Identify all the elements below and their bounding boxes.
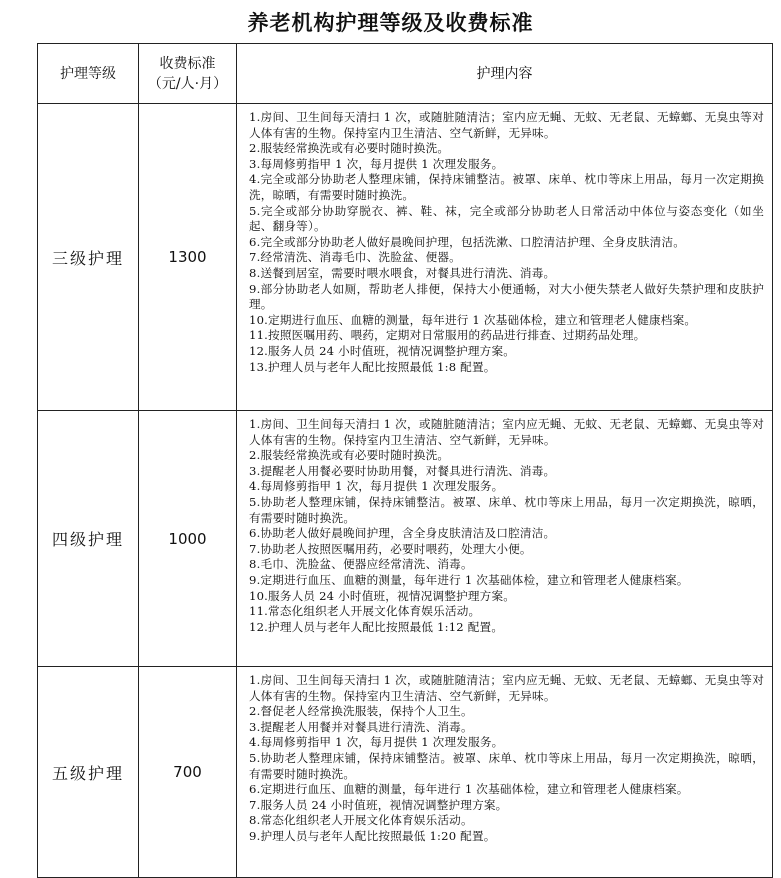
care-item: 12.护理人员与老年人配比按照最低 1:12 配置。 bbox=[249, 619, 504, 634]
care-item: 3.提醒老人用餐并对餐具进行清洗、消毒。 bbox=[249, 719, 473, 734]
care-item: 9.部分协助老人如厕，帮助老人排便，保持大小便通畅，对大小便失禁老人做好失禁护理和皮肤护理。 bbox=[249, 281, 764, 312]
care-item: 8.毛巾、洗脸盆、便器应经常清洗、消毒。 bbox=[249, 557, 473, 572]
care-item: 4.每周修剪指甲 1 次，每月提供 1 次理发服务。 bbox=[249, 735, 504, 750]
care-item: 9.护理人员与老年人配比按照最低 1:20 配置。 bbox=[249, 828, 496, 843]
care-content-cell bbox=[237, 104, 773, 411]
care-item: 5.完全或部分协助穿脱衣、裤、鞋、袜，完全或部分协助老人日常活动中体位与姿态变化（如坐起、翻身等）。 bbox=[249, 203, 764, 234]
table-row-level-3 bbox=[38, 104, 773, 411]
table-header-row bbox=[38, 44, 773, 104]
care-item: 4.完全或部分协助老人整理床铺，保持床铺整洁。被罩、床单、枕巾等床上用品，每月一次定期换洗，晾晒，有需要时随时换洗。 bbox=[249, 172, 764, 202]
care-item: 10.服务人员 24 小时值班，视情况调整护理方案。 bbox=[249, 588, 516, 603]
header-care-content: 护理内容 bbox=[237, 44, 773, 104]
care-content-cell bbox=[237, 411, 773, 667]
document-title: 养老机构护理等级及收费标准 bbox=[247, 10, 534, 35]
care-content-cell bbox=[237, 667, 773, 878]
table-row-level-5 bbox=[38, 667, 773, 878]
header-fee-line2: （元/人·月） bbox=[147, 75, 228, 92]
care-item: 3.每周修剪指甲 1 次，每月提供 1 次理发服务。 bbox=[249, 156, 504, 171]
care-items-list bbox=[249, 417, 764, 635]
care-item: 13.护理人员与老年人配比按照最低 1:8 配置。 bbox=[249, 359, 496, 374]
care-item: 1.房间、卫生间每天清扫 1 次，或随脏随清洁；室内应无蝇、无蚊、无老鼠、无蟑螂、无臭虫等对人体有害的生物。保持室内卫生清洁、空气新鲜，无异味。 bbox=[249, 673, 764, 703]
care-item: 5.协助老人整理床铺，保持床铺整洁。被罩、床单、枕巾等床上用品，每月一次定期换洗，晾晒，有需要时随时换洗。 bbox=[249, 750, 764, 781]
care-item: 2.服装经常换洗或有必要时随时换洗。 bbox=[249, 448, 450, 463]
care-items-list bbox=[249, 673, 764, 845]
care-item: 7.协助老人按照医嘱用药，必要时喂药，处理大小便。 bbox=[249, 541, 532, 556]
header-care-level: 护理等级 bbox=[38, 44, 139, 104]
care-level-cell: 五级护理 bbox=[38, 667, 139, 878]
care-item: 6.协助老人做好晨晚间护理，含全身皮肤清洁及口腔清洁。 bbox=[249, 526, 556, 541]
care-item: 3.提醒老人用餐必要时协助用餐，对餐具进行清洗、消毒。 bbox=[249, 463, 556, 478]
care-item: 12.服务人员 24 小时值班，视情况调整护理方案。 bbox=[249, 343, 516, 358]
header-fee-standard bbox=[139, 44, 237, 104]
care-item: 1.房间、卫生间每天清扫 1 次，或随脏随清洁；室内应无蝇、无蚊、无老鼠、无蟑螂、无臭虫等对人体有害的生物。保持室内卫生清洁、空气新鲜，无异味。 bbox=[249, 110, 764, 140]
care-item: 2.督促老人经常换洗服装，保持个人卫生。 bbox=[249, 704, 473, 719]
care-level-cell: 四级护理 bbox=[38, 411, 139, 667]
care-item: 4.每周修剪指甲 1 次，每月提供 1 次理发服务。 bbox=[249, 479, 504, 494]
care-items-list bbox=[249, 110, 764, 375]
fee-cell: 1300 bbox=[139, 104, 237, 411]
care-item: 6.完全或部分协助老人做好晨晚间护理，包括洗漱、口腔清洁护理、全身皮肤清洁。 bbox=[249, 234, 686, 249]
care-item: 11.按照医嘱用药、喂药，定期对日常服用的药品进行排查、过期药品处理。 bbox=[249, 328, 646, 343]
care-item: 7.服务人员 24 小时值班，视情况调整护理方案。 bbox=[249, 797, 508, 812]
care-item: 2.服装经常换洗或有必要时随时换洗。 bbox=[249, 141, 450, 156]
care-level-cell: 三级护理 bbox=[38, 104, 139, 411]
care-item: 6.定期进行血压、血糖的测量，每年进行 1 次基础体检，建立和管理老人健康档案。 bbox=[249, 782, 689, 797]
care-item: 9.定期进行血压、血糖的测量，每年进行 1 次基础体检，建立和管理老人健康档案。 bbox=[249, 572, 689, 587]
care-item: 5.协助老人整理床铺，保持床铺整洁。被罩、床单、枕巾等床上用品，每月一次定期换洗，晾晒，有需要时随时换洗。 bbox=[249, 494, 764, 525]
care-item: 10.定期进行血压、血糖的测量，每年进行 1 次基础体检，建立和管理老人健康档案。 bbox=[249, 312, 697, 327]
care-item: 11.常态化组织老人开展文化体育娱乐活动。 bbox=[249, 604, 481, 619]
care-item: 1.房间、卫生间每天清扫 1 次，或随脏随清洁；室内应无蝇、无蚊、无老鼠、无蟑螂、无臭虫等对人体有害的生物。保持室内卫生清洁、空气新鲜，无异味。 bbox=[249, 417, 764, 447]
care-level-fee-table bbox=[37, 43, 773, 878]
care-item: 8.常态化组织老人开展文化体育娱乐活动。 bbox=[249, 813, 473, 828]
care-item: 7.经常清洗、消毒毛巾、洗脸盆、便器。 bbox=[249, 250, 461, 265]
header-fee-line1: 收费标准 bbox=[159, 55, 216, 72]
table-row-level-4 bbox=[38, 411, 773, 667]
care-item: 8.送餐到居室，需要时喂水喂食，对餐具进行清洗、消毒。 bbox=[249, 265, 556, 280]
fee-cell: 700 bbox=[139, 667, 237, 878]
fee-cell: 1000 bbox=[139, 411, 237, 667]
